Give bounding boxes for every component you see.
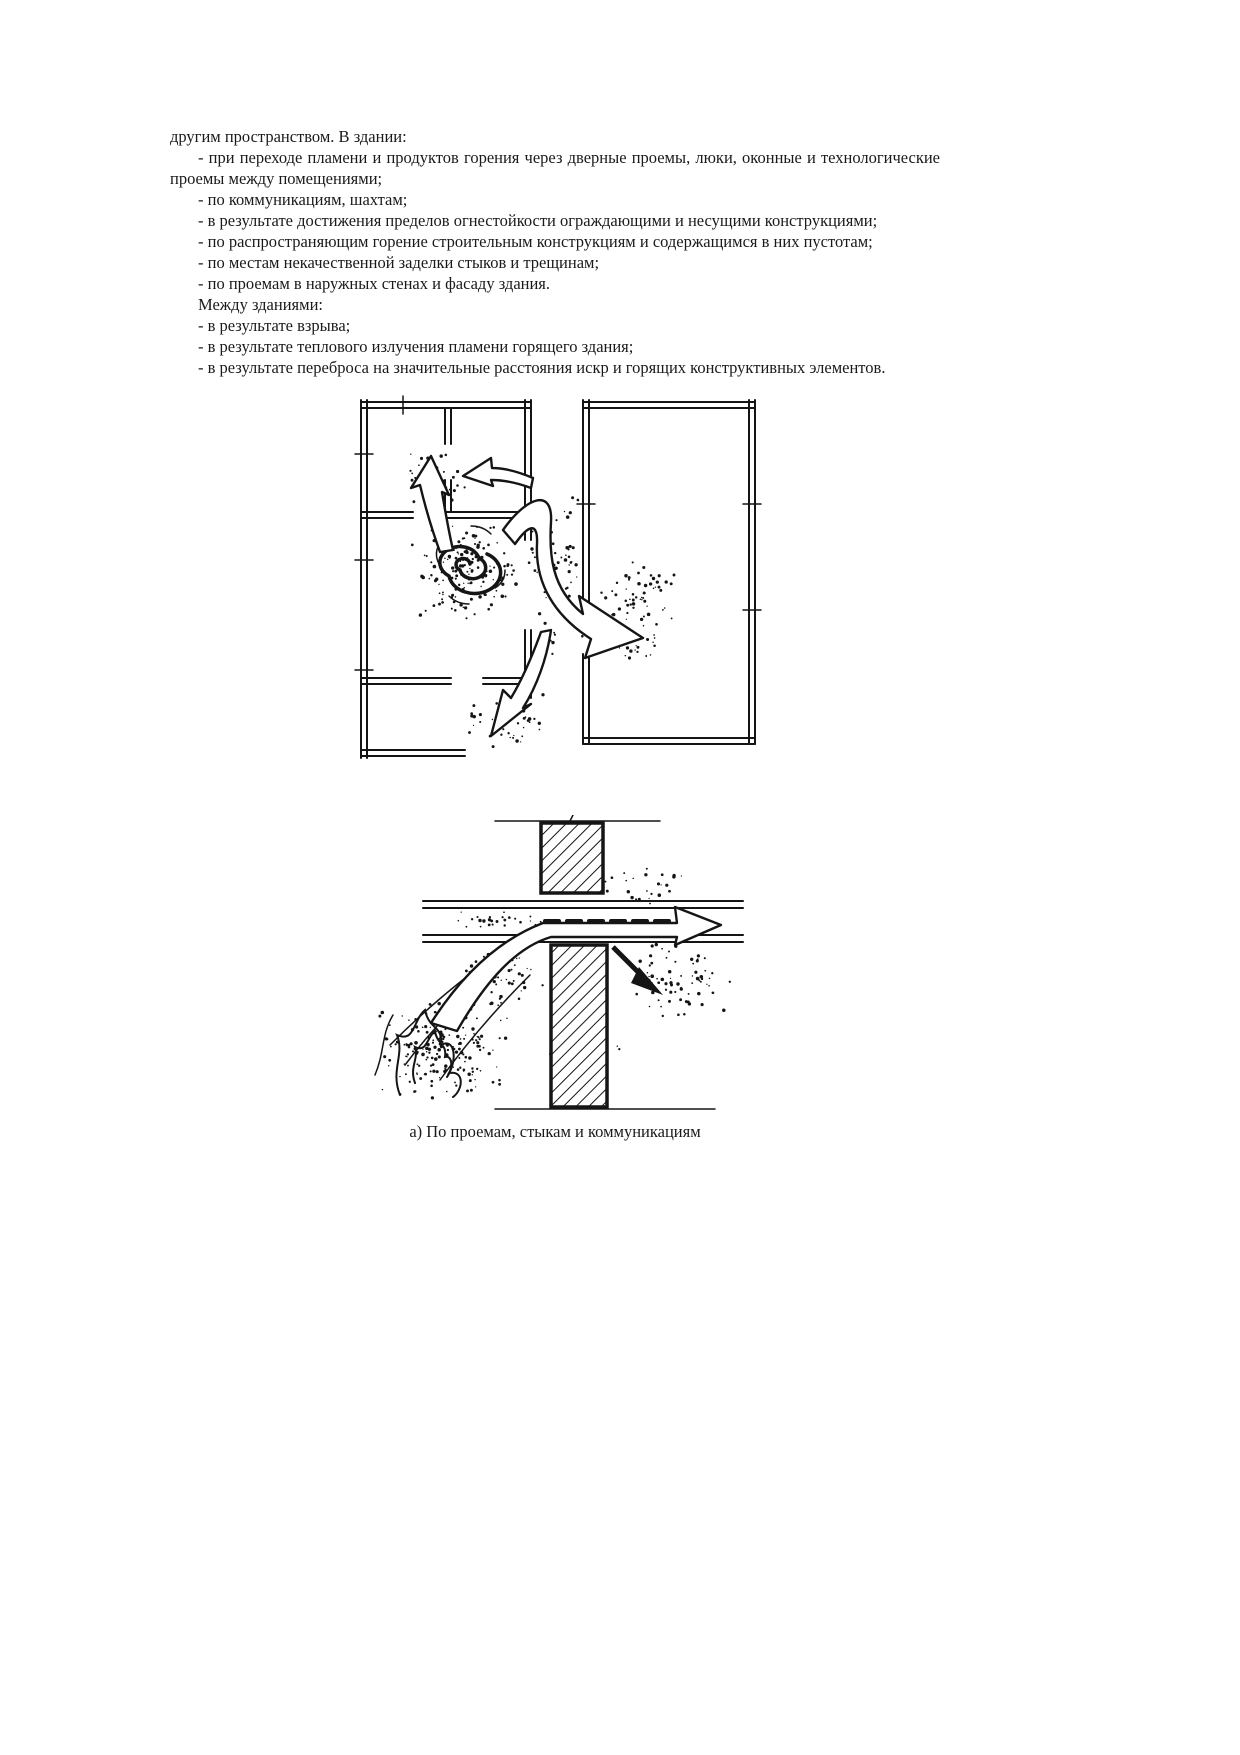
wall-section-fire-through-joint-sketch (345, 815, 765, 1115)
body-paragraph: - по коммуникациям, шахтам; (198, 190, 408, 209)
fire-arrow-up-icon (411, 456, 453, 552)
floor-plan-walls (355, 396, 761, 758)
body-paragraph: - по проемам в наружных стенах и фасаду здания. (198, 274, 551, 293)
smoke-dots (409, 454, 675, 749)
bottom-wall-column (551, 945, 607, 1107)
floor-plan-fire-spread-sketch (345, 392, 765, 782)
body-paragraph: другим пространством. В здании: (170, 127, 407, 146)
page-content (170, 126, 940, 1142)
section-structure (423, 815, 743, 1109)
figure-section (345, 815, 765, 1115)
body-paragraph: - при переходе пламени и продуктов горения через дверные проемы, люки, оконные и технологические проемы между помещениями; (170, 148, 940, 188)
body-paragraph: - в результате взрыва; (198, 316, 351, 335)
body-paragraph: - в результате достижения пределов огнестойкости ограждающими и несущими конструкциями; (198, 211, 878, 230)
figure-caption: а) По проемам, стыкам и коммуникациям (409, 1122, 701, 1141)
spark-deflect-arrow-icon (613, 947, 663, 995)
figure-floor-plan (345, 392, 765, 782)
body-paragraph: - в результате теплового излучения пламени горящего здания; (198, 337, 634, 356)
body-paragraph: - в результате переброса на значительные расстояния искр и горящих конструктивных элементов. (198, 358, 886, 377)
body-paragraph: - по местам некачественной заделки стыков и трещинам; (198, 253, 600, 272)
top-wall-column (541, 823, 603, 893)
fire-arrow-left-icon (463, 458, 533, 488)
body-paragraph: Между зданиями: (198, 295, 323, 314)
body-paragraph: - по распространяющим горение строительным конструкциям и содержащимся в них пустотам; (198, 232, 873, 251)
